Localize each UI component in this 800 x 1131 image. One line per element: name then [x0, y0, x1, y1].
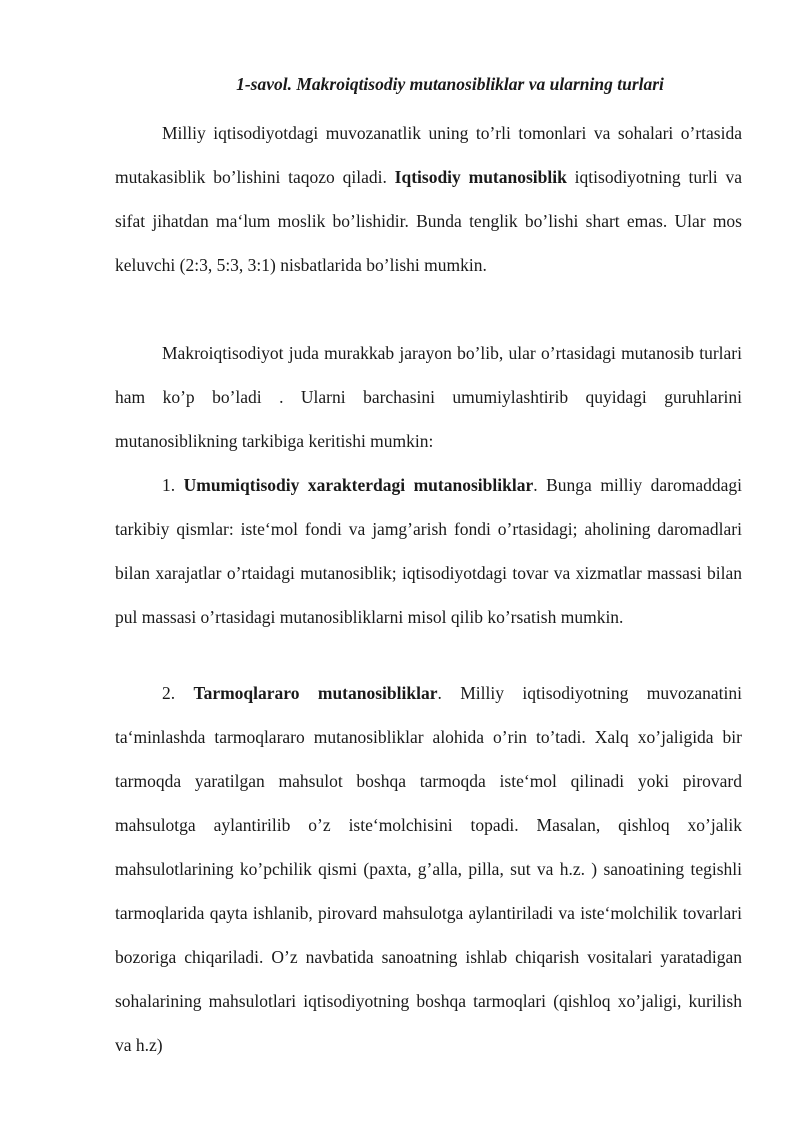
paragraph-3-number: 1.	[162, 475, 184, 495]
paragraph-1	[115, 111, 742, 287]
paragraph-4-bold: Tarmoqlararo mutanosibliklar	[193, 683, 438, 703]
section-title: 1-savol. Makroiqtisodiy mutanosibliklar va ularning turlari	[236, 74, 664, 94]
paragraph-2	[115, 331, 742, 463]
paragraph-4-number: 2.	[162, 683, 194, 703]
paragraph-3-bold: Umumiqtisodiy xarakterdagi mutanosibliklar	[183, 475, 534, 495]
paragraph-3-text: . Bunga milliy daromaddagi tarkibiy qismlar: iste‘mol fondi va jamg’arish fondi o’rtasidagi; aholining daromadlari bilan xarajatlar o’rtaidagi mutanosiblik; iqtisodiyotdagi tovar va xizmatlar massasi bilan pul massasi o’rtasidagi mutanosibliklarni misol qilib ko’rsatish mumkin.	[115, 475, 742, 627]
paragraph-1-text-a: Milliy iqtisodiyotdagi muvozanatlik uning to’rli tomonlari va sohalari o’rtasida mutakasiblik bo’lishini taqozo qiladi.	[115, 123, 742, 187]
paragraph-4-text: . Milliy iqtisodiyotning muvozanatini ta‘minlashda tarmoqlararo mutanosibliklar alohida o’rin to’tadi. Xalq xo’jaligida bir tarmoqda yaratilgan mahsulot boshqa tarmoqda iste‘mol qilinadi yoki pirovard mahsulotga aylantirilib o’z iste‘molchisini topadi. Masalan, qishloq xo’jalik mahsulotlarining ko’pchilik qismi (paxta, g’alla, pilla, sut va h.z. ) sanoatining tegishli tarmoqlarida qayta ishlanib, pirovard mahsulotga aylantiriladi va iste‘molchilik tovarlari bozoriga chiqariladi. O’z navbatida sanoatning ishlab chiqarish vositalari yaratadigan sohalarining mahsulotlari iqtisodiyotning boshqa tarmoqlari (qishloq xo’jaligi, kurilish va h.z)	[115, 683, 742, 1055]
paragraph-3	[115, 463, 742, 639]
paragraph-2-text: Makroiqtisodiyot juda murakkab jarayon bo’lib, ular o’rtasidagi mutanosib turlari ham ko’p bo’ladi . Ularni barchasini umumiylashtirib quyidagi guruhlarini mutanosiblikning tarkibiga keritishi mumkin:	[115, 343, 742, 451]
paragraph-4	[115, 671, 742, 1067]
paragraph-1-bold: Iqtisodiy mutanosiblik	[394, 167, 567, 187]
paragraph-1-text-b: iqtisodiyotning turli va sifat jihatdan ma‘lum moslik bo’lishidir. Bunda tenglik bo’lishi shart emas. Ular mos keluvchi (2:3, 5:3, 3:1) nisbatlarida bo’lishi mumkin.	[115, 167, 742, 275]
